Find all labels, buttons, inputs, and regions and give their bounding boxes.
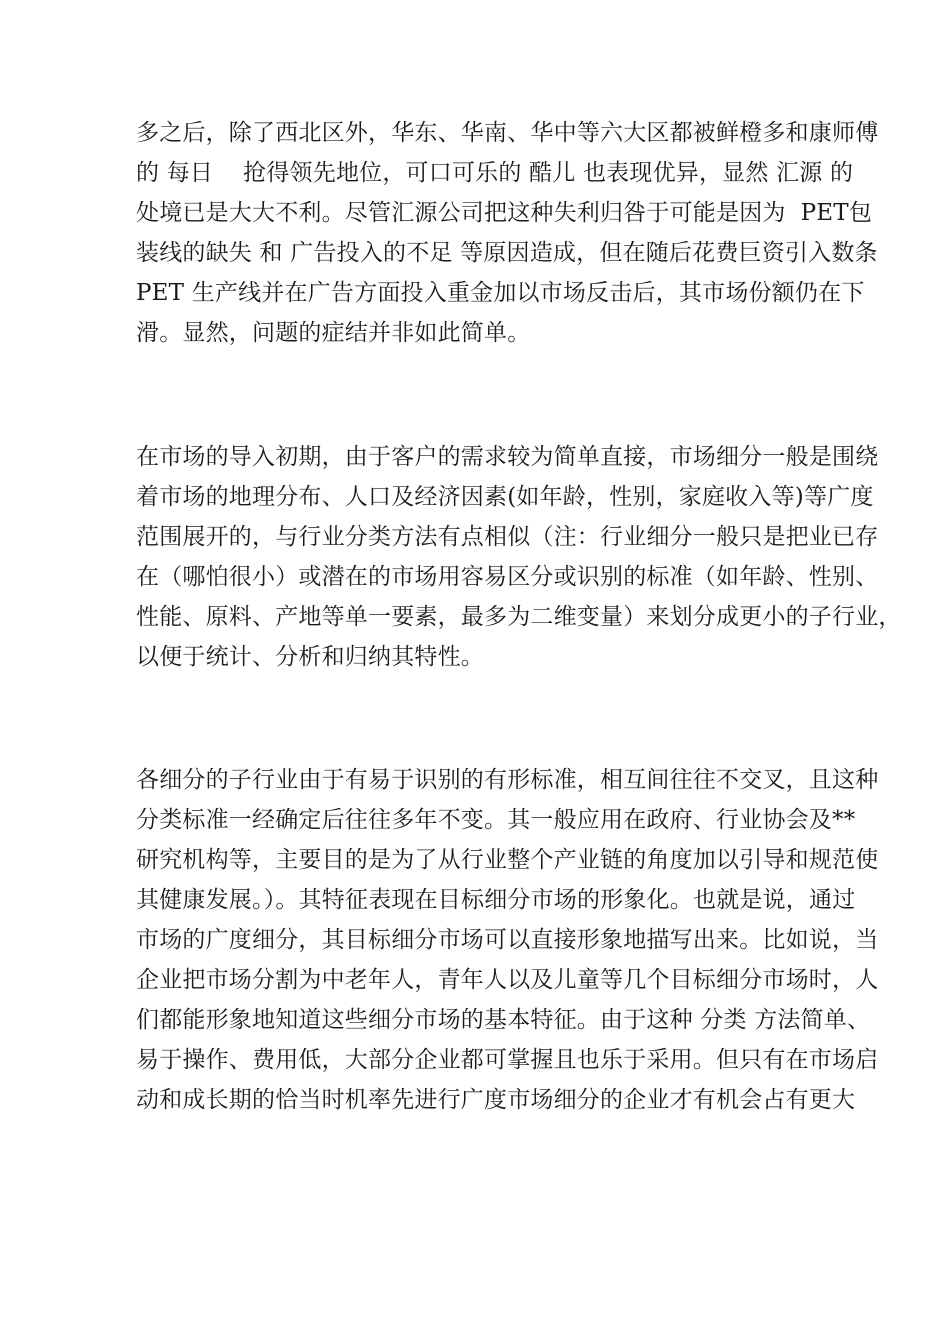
text-line: 的 每日 抢得领先地位，可口可乐的 酷儿 也表现优异，显然 汇源 的 bbox=[136, 160, 854, 186]
paragraph-1 bbox=[136, 113, 879, 353]
text-line: 其健康发展。）。其特征表现在目标细分市场的形象化。也就是说，通过 bbox=[136, 887, 856, 913]
text-line: 在市场的导入初期，由于客户的需求较为简单直接，市场细分一般是围绕 bbox=[136, 444, 879, 470]
text-line: 滑。显然，问题的症结并非如此简单。 bbox=[136, 320, 531, 346]
paragraph-3 bbox=[136, 760, 879, 1120]
text-line: 企业把市场分割为中老年人，青年人以及儿童等几个目标细分市场时，人 bbox=[136, 967, 879, 993]
text-line: 装线的缺失 和 广告投入的不足 等原因造成，但在随后花费巨资引入数条 bbox=[136, 240, 878, 266]
text-line: 各细分的子行业由于有易于识别的有形标准，相互间往往不交叉，且这种 bbox=[136, 767, 879, 793]
text-line: 们都能形象地知道这些细分市场的基本特征。由于这种 分类 方法简单、 bbox=[136, 1007, 871, 1033]
text-line: 研究机构等，主要目的是为了从行业整个产业链的角度加以引导和规范使 bbox=[136, 847, 879, 873]
text-line: 市场的广度细分，其目标细分市场可以直接形象地描写出来。比如说，当 bbox=[136, 927, 879, 953]
text-line: 以便于统计、分析和归纳其特性。 bbox=[136, 644, 484, 670]
text-line: 多之后，除了西北区外，华东、华南、华中等六大区都被鲜橙多和康师傅 bbox=[136, 120, 879, 146]
text-line: 处境已是大大不利。尽管汇源公司把这种失利归咎于可能是因为 PET包 bbox=[136, 200, 873, 226]
text-line: 着市场的地理分布、人口及经济因素(如年龄，性别，家庭收入等)等广度 bbox=[136, 484, 874, 510]
text-line: PET 生产线并在广告方面投入重金加以市场反击后，其市场份额仍在下 bbox=[136, 280, 865, 306]
paragraph-2 bbox=[136, 437, 902, 677]
text-line: 范围展开的，与行业分类方法有点相似（注：行业细分一般只是把业已存 bbox=[136, 524, 879, 550]
text-line: 在（哪怕很小）或潜在的市场用容易区分或识别的标准（如年龄、性别、 bbox=[136, 564, 879, 590]
text-line: 易于操作、费用低，大部分企业都可掌握且也乐于采用。但只有在市场启 bbox=[136, 1047, 879, 1073]
text-line: 分类标准一经确定后往往多年不变。其一般应用在政府、行业协会及** bbox=[136, 807, 856, 833]
text-line: 性能、原料、产地等单一要素，最多为二维变量）来划分成更小的子行业， bbox=[136, 604, 902, 630]
text-line: 动和成长期的恰当时机率先进行广度市场细分的企业才有机会占有更大 bbox=[136, 1087, 856, 1113]
